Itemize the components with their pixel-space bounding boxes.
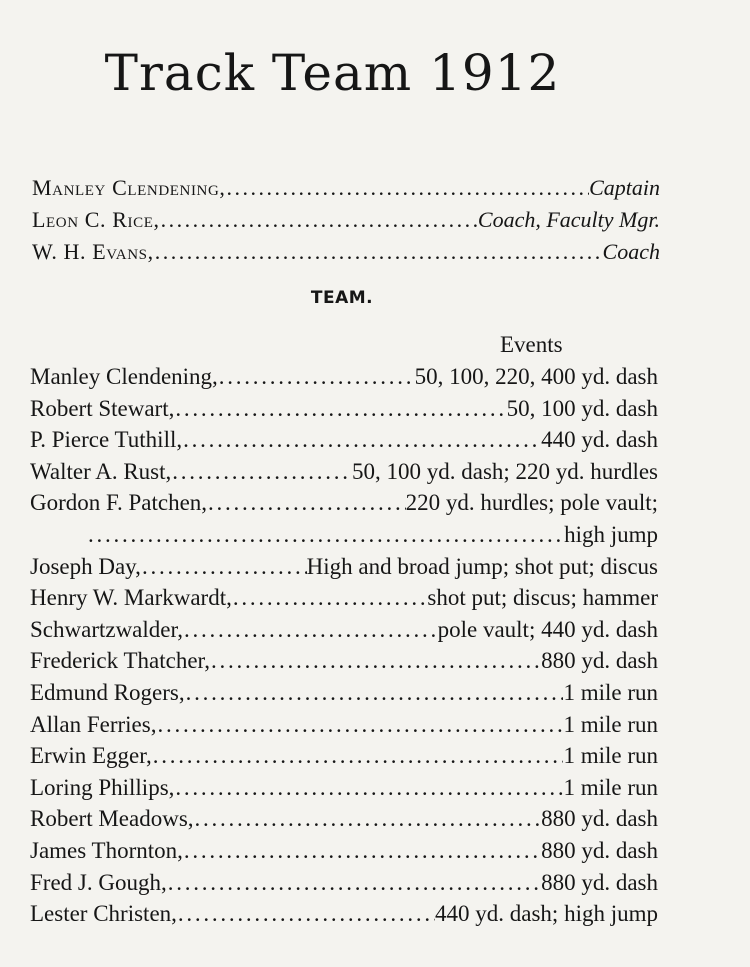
team-row xyxy=(30,361,658,393)
team-row xyxy=(30,424,658,456)
page-title: Track Team 1912 xyxy=(104,44,561,102)
athlete-events: pole vault; 440 yd. dash xyxy=(437,616,658,642)
athlete-name: Walter A. Rust, xyxy=(30,458,172,484)
leader-dots xyxy=(174,772,563,804)
team-row xyxy=(30,456,658,488)
athlete-name: Allan Ferries, xyxy=(30,711,157,737)
team-heading: TEAM. xyxy=(310,288,374,308)
leader-dots xyxy=(185,677,564,709)
athlete-name: Gordon F. Patchen, xyxy=(30,490,208,516)
team-row-continuation xyxy=(30,519,658,551)
team-list xyxy=(30,361,658,930)
staff-name: Leon C. Rice, xyxy=(32,207,160,232)
leader-dots xyxy=(171,456,352,488)
athlete-name: Schwartzwalder, xyxy=(30,616,183,642)
staff-row xyxy=(32,236,660,268)
leader-dots xyxy=(226,172,590,204)
leader-dots xyxy=(141,551,307,583)
staff-role: Coach xyxy=(602,239,660,264)
leader-dots xyxy=(156,709,563,741)
team-row xyxy=(30,393,658,425)
team-row xyxy=(30,835,658,867)
staff-list xyxy=(32,172,660,268)
leader-dots xyxy=(218,361,415,393)
athlete-name: P. Pierce Tuthill, xyxy=(30,427,183,453)
athlete-name: Edmund Rogers, xyxy=(30,679,185,705)
leader-dots xyxy=(207,487,406,519)
team-row xyxy=(30,551,658,583)
athlete-events: High and broad jump; shot put; discus xyxy=(306,553,658,579)
team-row xyxy=(30,582,658,614)
team-row xyxy=(30,803,658,835)
athlete-events: 440 yd. dash xyxy=(541,427,658,453)
events-column-label: Events xyxy=(500,332,563,357)
athlete-events: 440 yd. dash; high jump xyxy=(435,901,658,927)
staff-role: Captain xyxy=(589,175,660,200)
athlete-name: Manley Clendening, xyxy=(30,364,218,389)
athlete-events: 50, 100 yd. dash; 220 yd. hurdles xyxy=(351,458,658,484)
athlete-events: 1 mile run xyxy=(563,711,658,737)
team-row xyxy=(30,487,658,519)
leader-dots xyxy=(183,835,541,867)
staff-row xyxy=(32,172,660,204)
leader-dots xyxy=(182,424,541,456)
athlete-events: 880 yd. dash xyxy=(541,869,658,895)
athlete-name: Frederick Thatcher, xyxy=(30,648,211,674)
team-row xyxy=(30,645,658,677)
leader-dots xyxy=(232,582,428,614)
team-row xyxy=(30,677,658,709)
athlete-name: Henry W. Markwardt, xyxy=(30,585,232,611)
athlete-name: James Thornton, xyxy=(30,837,183,863)
leader-dots xyxy=(183,614,438,646)
leader-dots xyxy=(154,236,603,268)
athlete-name: Erwin Egger, xyxy=(30,743,152,769)
team-row xyxy=(30,614,658,646)
leader-dots xyxy=(174,393,506,425)
staff-role: Coach, Faculty Mgr. xyxy=(477,207,660,232)
athlete-events: 1 mile run xyxy=(563,774,658,800)
athlete-events: high jump xyxy=(564,521,658,547)
team-row xyxy=(30,709,658,741)
team-row xyxy=(30,867,658,899)
leader-dots xyxy=(30,519,564,551)
athlete-events: 50, 100 yd. dash xyxy=(506,395,658,421)
staff-name: W. H. Evans, xyxy=(32,239,154,264)
staff-row xyxy=(32,204,660,236)
team-row xyxy=(30,898,658,930)
athlete-events: 880 yd. dash xyxy=(541,806,658,832)
leader-dots xyxy=(194,803,542,835)
staff-name: Manley Clendening, xyxy=(32,175,226,200)
athlete-events: 880 yd. dash xyxy=(541,648,658,674)
leader-dots xyxy=(152,740,564,772)
team-row xyxy=(30,740,658,772)
team-row xyxy=(30,772,658,804)
athlete-events: 880 yd. dash xyxy=(541,837,658,863)
athlete-events: 1 mile run xyxy=(563,743,658,769)
athlete-events: 1 mile run xyxy=(563,679,658,705)
leader-dots xyxy=(160,204,478,236)
athlete-name: Fred J. Gough, xyxy=(30,869,167,895)
athlete-events: 220 yd. hurdles; pole vault; xyxy=(405,490,658,516)
athlete-events: shot put; discus; hammer xyxy=(427,585,658,611)
athlete-name: Lester Christen, xyxy=(30,901,177,927)
athlete-name: Robert Meadows, xyxy=(30,806,194,832)
athlete-name: Loring Phillips, xyxy=(30,774,175,800)
athlete-name: Robert Stewart, xyxy=(30,395,175,421)
leader-dots xyxy=(167,867,541,899)
athlete-events: 50, 100, 220, 400 yd. dash xyxy=(414,364,658,389)
leader-dots xyxy=(210,645,541,677)
leader-dots xyxy=(177,898,435,930)
athlete-name: Joseph Day, xyxy=(30,553,141,579)
